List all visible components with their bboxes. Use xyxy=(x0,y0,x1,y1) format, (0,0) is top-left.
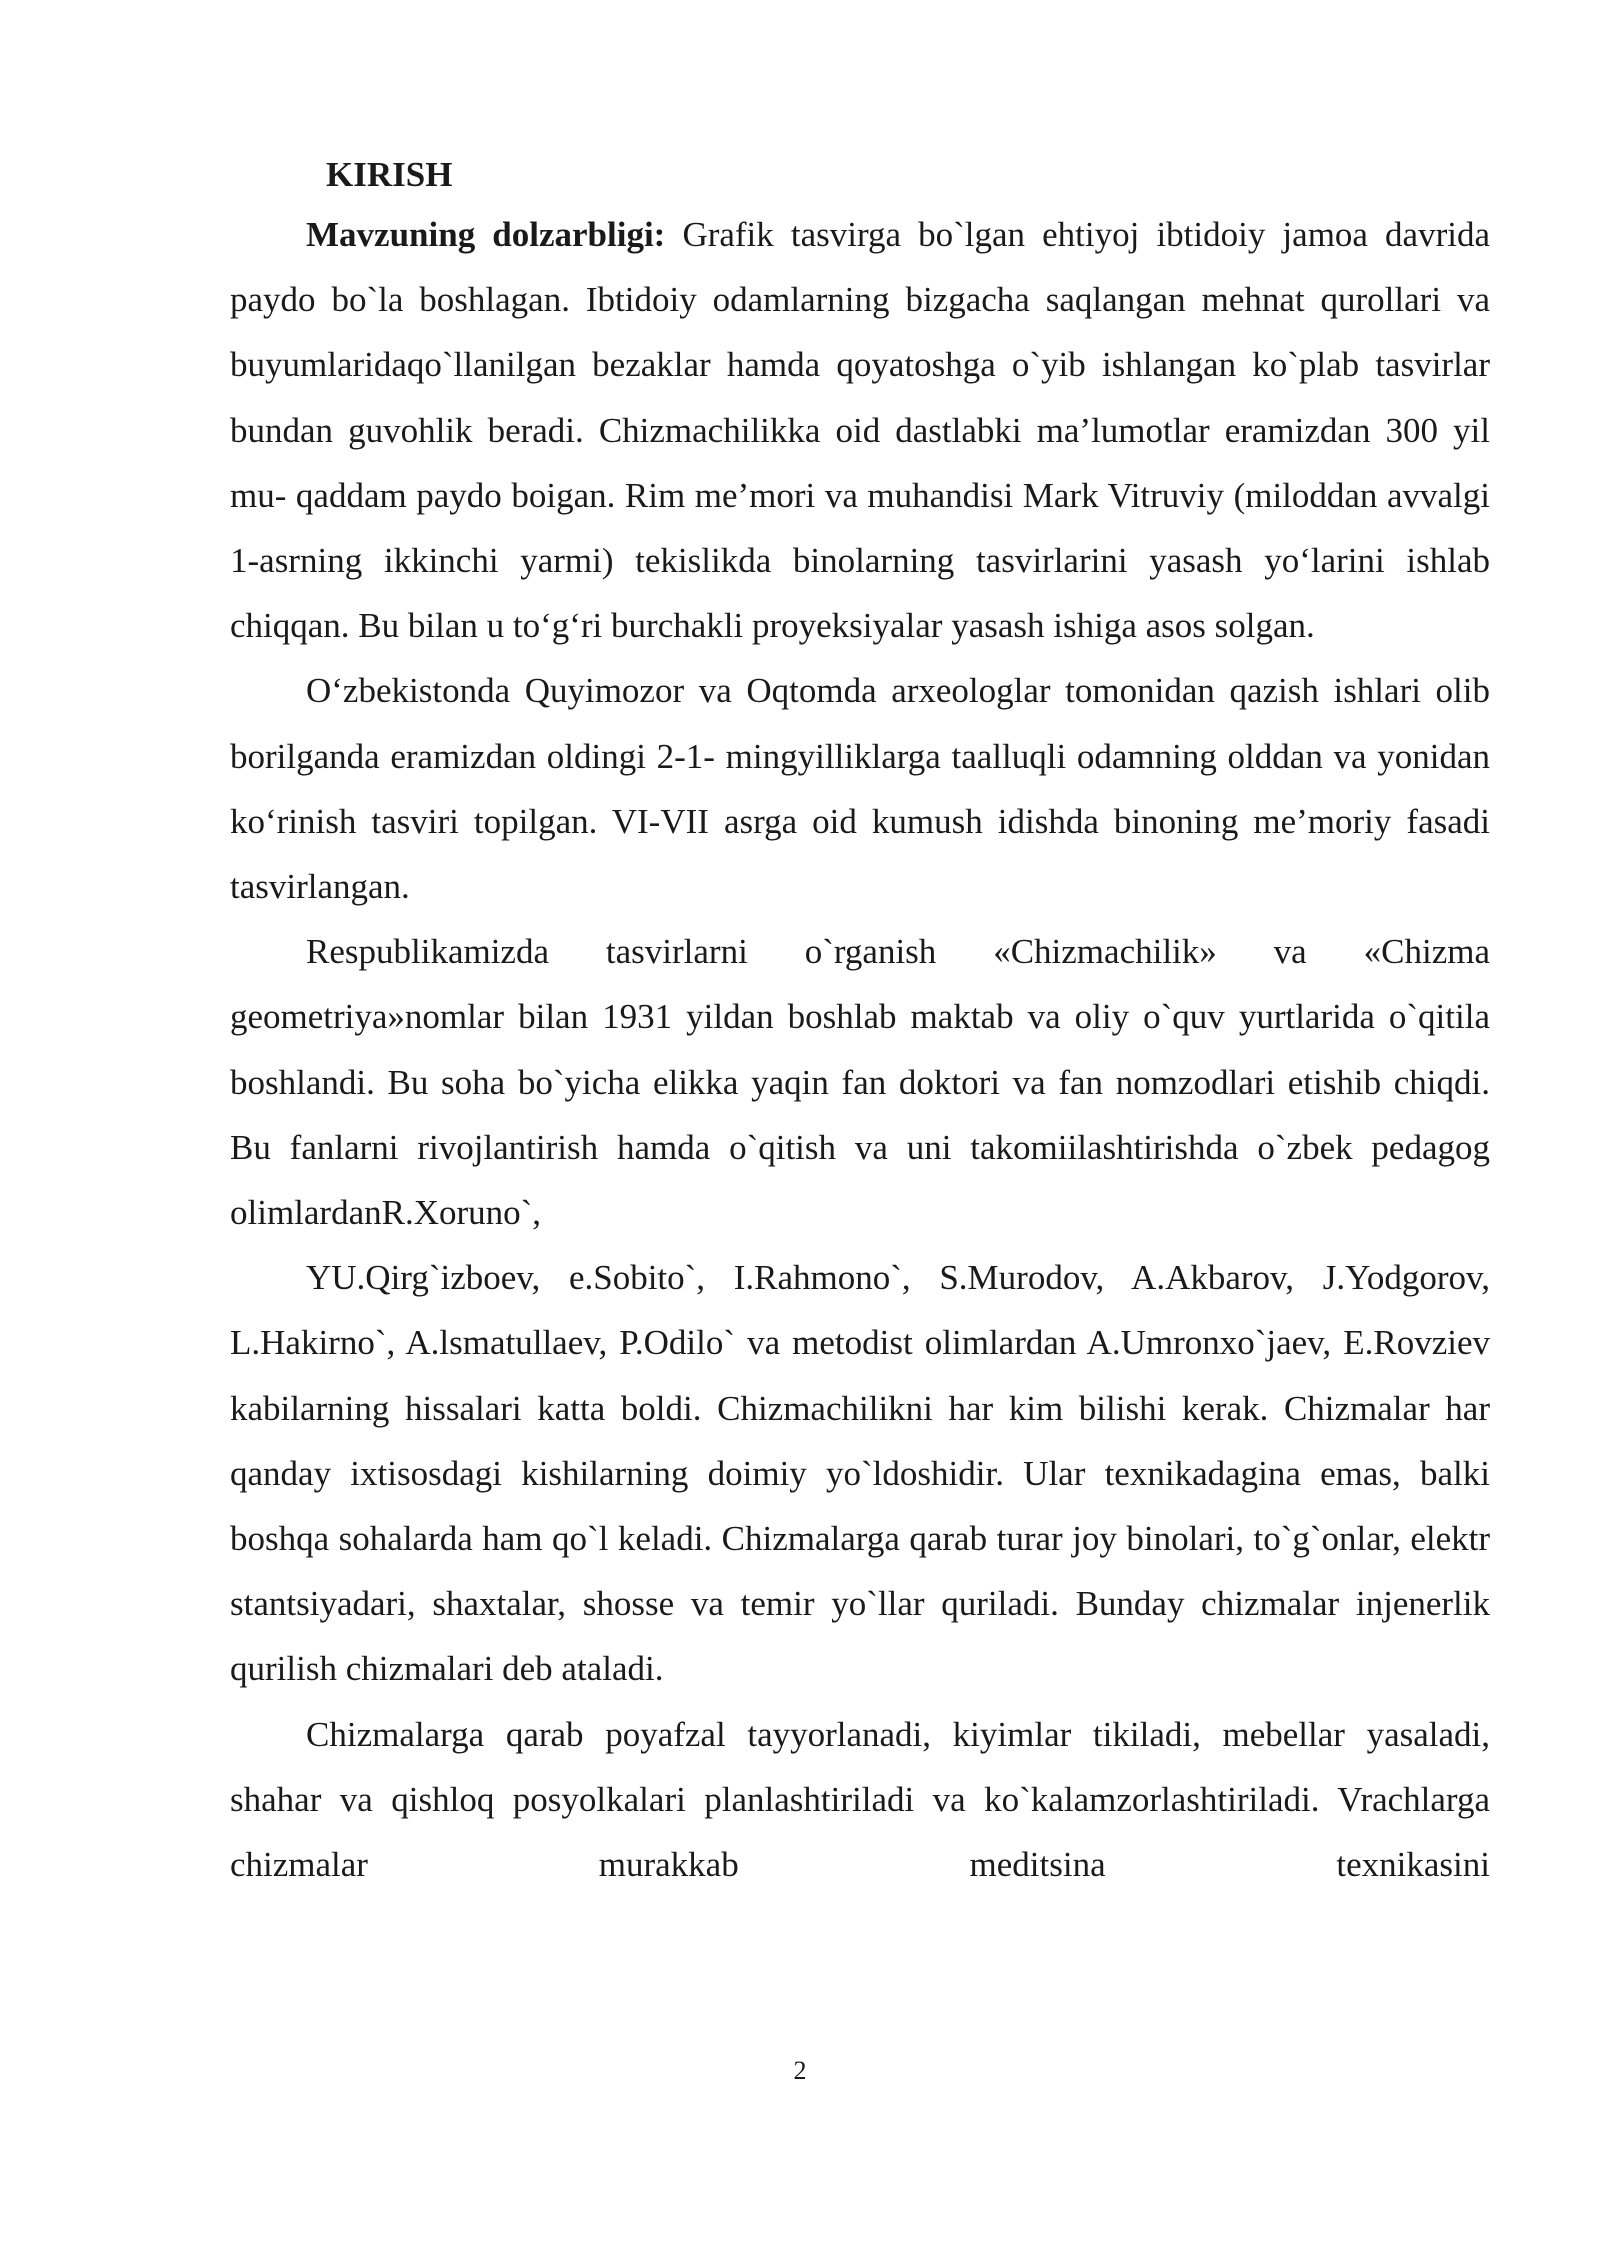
page-body xyxy=(230,148,1490,1897)
paragraph-scholars: YU.Qirg`izboev, e.Sobito`, I.Rahmono`, S.Murodov, A.Akbarov, J.Yodgorov, L.Hakirno`, A.lsmatullaev, P.Odilo` va metodist olimlardan A.Umronxo`jaev, E.Rovziev kabilarning hissalari katta boldi. Chizmachilikni har kim bilishi kerak. Chizmalar har qanday ixtisosdagi kishilarning doimiy yo`ldoshidir. Ular texnikadagina emas, balki boshqa sohalarda ham qo`l keladi. Chizmalarga qarab turar joy binolari, to`g`onlar, elektr stantsiyadari, shaxtalar, shosse va temir yo`llar quriladi. Bunday chizmalar injenerlik qurilish chizmalari deb ataladi. xyxy=(230,1258,1490,1689)
paragraph-applications: Chizmalarga qarab poyafzal tayyorlanadi, kiyimlar tikiladi, mebellar yasaladi, shahar va qishloq posyolkalari planlashtiriladi va ko`kalamzorlashtiriladi. Vrachlarga chizmalar murakkab meditsina texnikasini xyxy=(230,1714,1490,1885)
paragraph-lead: Mavzuning dolzarbligi: xyxy=(306,215,666,254)
section-heading: KIRISH xyxy=(326,155,453,194)
paragraph-relevance xyxy=(230,202,1490,658)
paragraph-archaeology: O‘zbekistonda Quyimozor va Oqtomda arxeologlar tomonidan qazish ishlari olib borilganda eramizdan oldingi 2-1- mingyilliklarga taalluqli odamning olddan va yonidan ko‘rinish tasviri topilgan. VI-VII asrga oid kumush idishda binoning me’moriy fasadi tasvirlangan. xyxy=(230,671,1490,907)
page-number: 2 xyxy=(793,2056,807,2085)
paragraph-text: Grafik tasvirga bo`lgan ehtiyoj ibtidoiy jamoa davrida paydo bo`la boshlagan. Ibtidoiy odamlarning bizgacha saqlangan mehnat qurollari va buyumlaridaqo`llanilgan bezaklar hamda qoyatoshga o`yib ishlangan ko`plab tasvirlar bundan guvohlik beradi. Chizmachilikka oid dastlabki ma’lumotlar eramizdan 300 yil mu- qaddam paydo boigan. Rim me’mori va muhandisi Mark Vitruviy (miloddan avvalgi 1-asrning ikkinchi yarmi) tekislikda binolarning tasvirlarini yasash yo‘larini ishlab chiqqan. Bu bilan u to‘g‘ri burchakli proyeksiyalar yasash ishiga asos solgan. xyxy=(230,215,1490,646)
paragraph-republic: Respublikamizda tasvirlarni o`rganish «Chizmachilik» va «Chizma geometriya»nomlar bilan 1931 yildan boshlab maktab va oliy o`quv yurtlarida o`qitila boshlandi. Bu soha bo`yicha elikka yaqin fan doktori va fan nomzodlari etishib chiqdi. Bu fanlarni rivojlantirish hamda o`qitish va uni takomiilashtirishda o`zbek pedagog olimlardanR.Xoruno`, xyxy=(230,932,1490,1233)
